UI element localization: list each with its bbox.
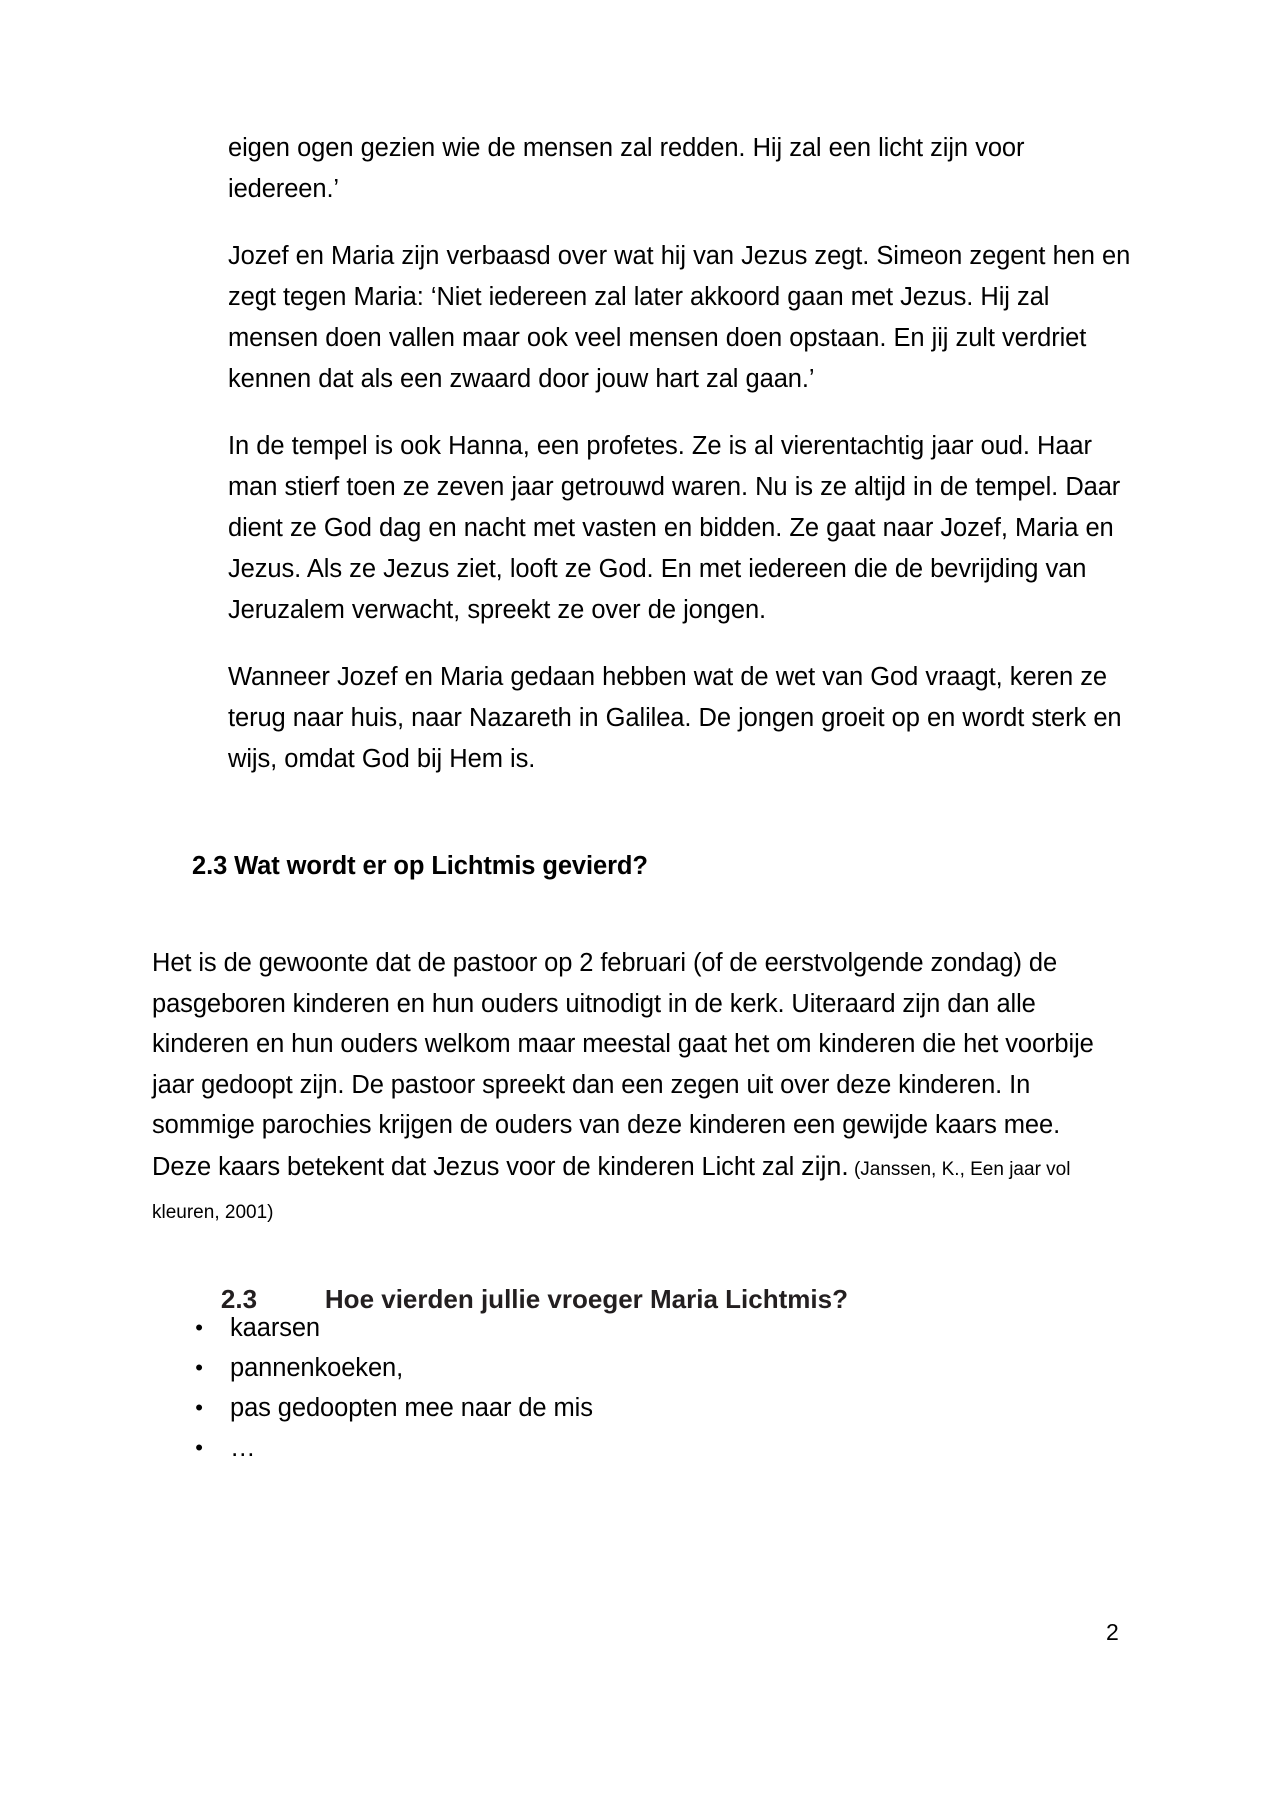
list-item bbox=[192, 1388, 992, 1428]
bullet-icon: • bbox=[195, 1395, 203, 1420]
answer-bullet-list bbox=[192, 1308, 992, 1468]
paragraph: eigen ogen gezien wie de mensen zal redden. Hij zal een licht zijn voor iedereen.’ bbox=[228, 134, 1025, 203]
list-item-label: pas gedoopten mee naar de mis bbox=[230, 1394, 593, 1422]
list-item-label: pannenkoeken, bbox=[230, 1354, 404, 1382]
section-body-closing-word: zijn. bbox=[801, 1150, 849, 1181]
intro-text-block bbox=[228, 128, 1138, 804]
source-citation: (Janssen, K., Een jaar vol kleuren, 2001) bbox=[152, 1158, 1071, 1223]
bullet-icon: • bbox=[195, 1355, 203, 1380]
paragraph: Jozef en Maria zijn verbaasd over wat hij van Jezus zegt. Simeon zegent hen en zegt tegen Maria: ‘Niet iedereen zal later akkoord gaan met Jezus. Hij zal mensen doen vallen maar ook veel mensen doen opstaan. En jij zult verdriet kennen dat als een zwaard door jouw hart zal gaan.’ bbox=[228, 242, 1131, 393]
paragraph: In de tempel is ook Hanna, een profetes. Ze is al vierentachtig jaar oud. Haar man stierf toen ze zeven jaar getrouwd waren. Nu is ze altijd in de tempel. Daar dient ze God dag en nacht met vasten en bidden. Ze gaat naar Jozef, Maria en Jezus. Als ze Jezus ziet, looft ze God. En met iedereen die de bevrijding van Jeruzalem verwacht, spreekt ze over de jongen. bbox=[228, 432, 1121, 624]
list-item bbox=[192, 1348, 992, 1388]
question-heading-number: 2.3 bbox=[220, 1284, 258, 1314]
paragraph: Wanneer Jozef en Maria gedaan hebben wat de wet van God vraagt, keren ze terug naar huis, naar Nazareth in Galilea. De jongen groeit op en wordt sterk en wijs, omdat God bij Hem is. bbox=[228, 663, 1122, 773]
page-number: 2 bbox=[1106, 1619, 1119, 1645]
section-body-text: Het is de gewoonte dat de pastoor op 2 februari (of de eerstvolgende zondag) de pasgeboren kinderen en hun ouders uitnodigt in de kerk. Uiteraard zijn dan alle kinderen en hun ouders welkom maar meestal gaat het om kinderen die het voorbije jaar gedoopt zijn. De pastoor spreekt dan een zegen uit over deze kinderen. In sommige parochies krijgen de ouders van deze kinderen een gewijde kaars mee. Deze kaars betekent dat Jezus voor de kinderen Licht zal bbox=[152, 949, 1094, 1181]
question-heading-title: Hoe vierden jullie vroeger Maria Lichtmis? bbox=[324, 1284, 848, 1314]
section-body-block bbox=[152, 943, 1120, 1234]
list-item bbox=[192, 1428, 992, 1468]
bullet-icon: • bbox=[195, 1435, 203, 1460]
list-item bbox=[192, 1308, 992, 1348]
list-item-label: … bbox=[230, 1434, 256, 1462]
bullet-icon: • bbox=[195, 1315, 203, 1340]
paragraph-with-citation bbox=[152, 943, 1120, 1234]
section-heading-2-3: 2.3 Wat wordt er op Lichtmis gevierd? bbox=[192, 852, 648, 880]
list-item-label: kaarsen bbox=[230, 1314, 321, 1342]
